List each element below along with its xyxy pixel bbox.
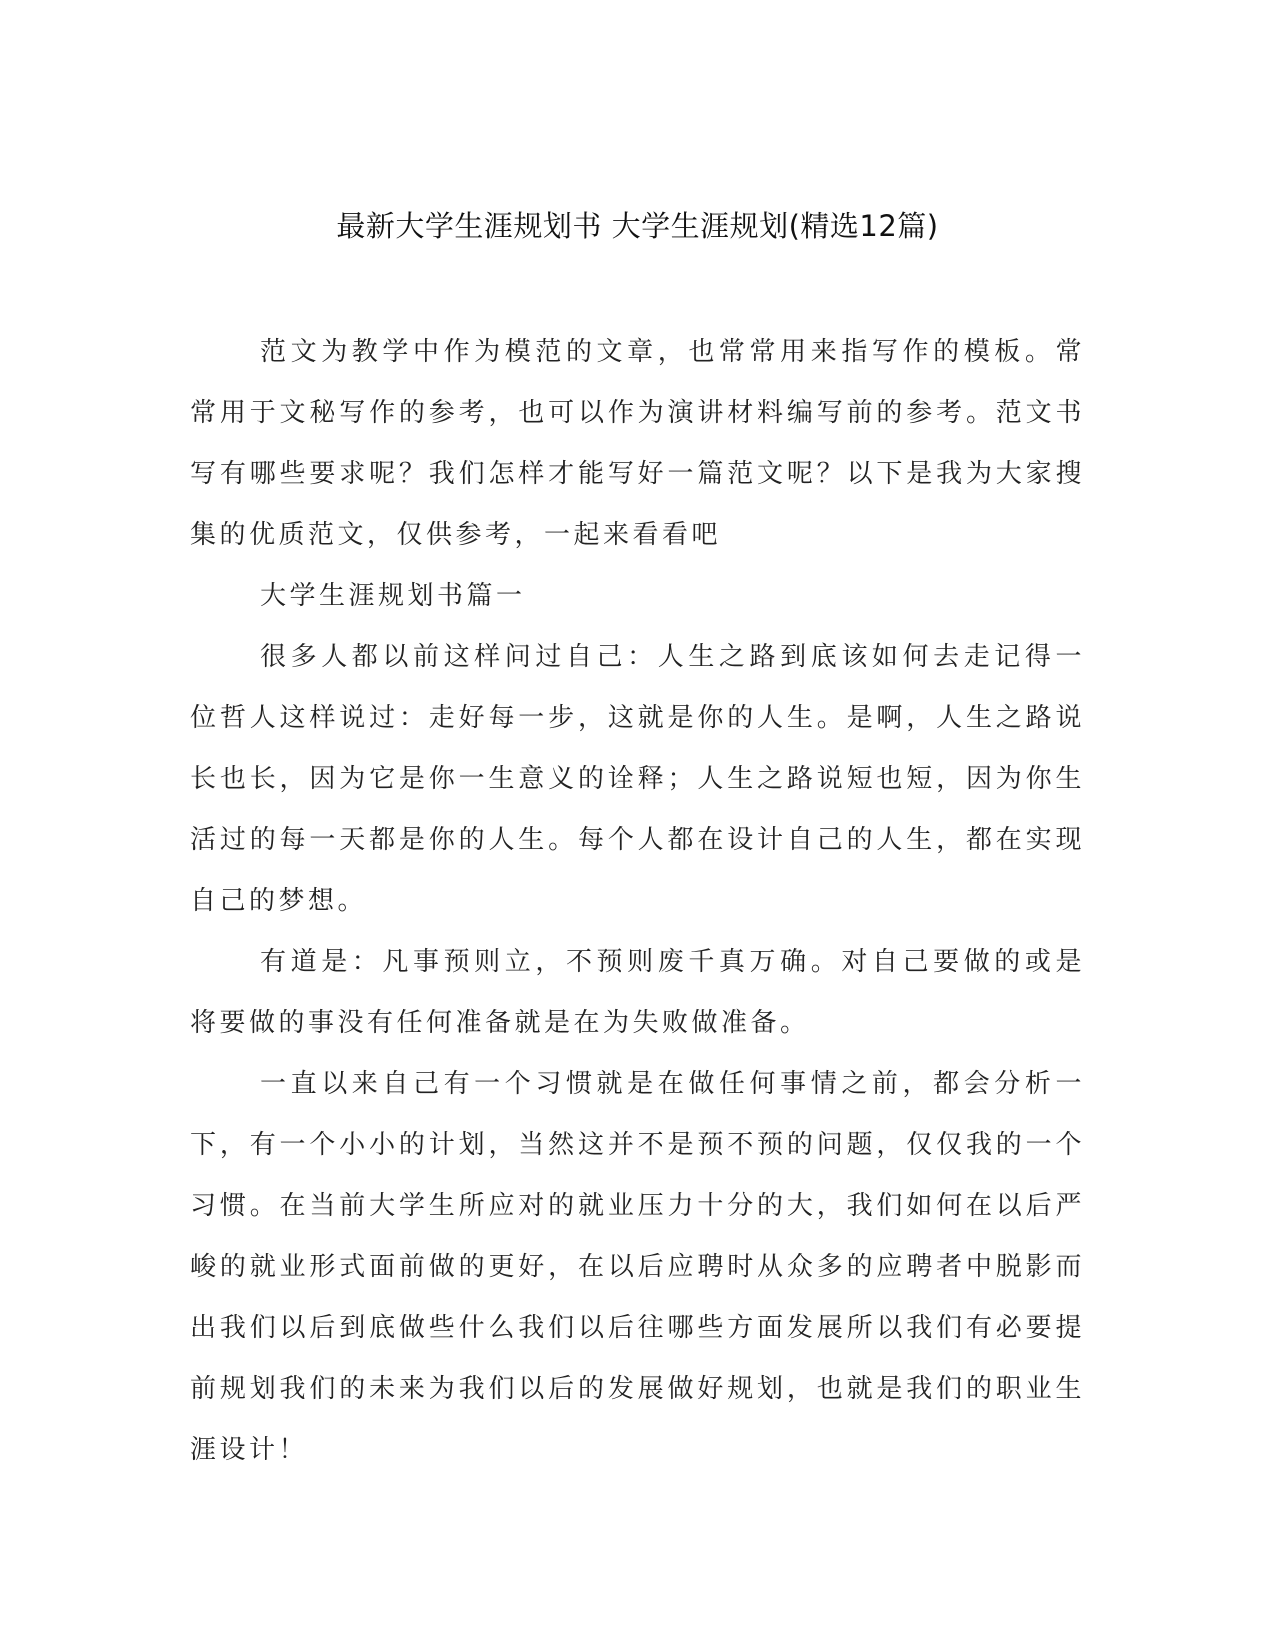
- section-heading: 大学生涯规划书篇一: [260, 581, 526, 611]
- document-body: [190, 322, 1085, 1481]
- intro-paragraph: 范文为教学中作为模范的文章，也常常用来指写作的模板。常常用于文秘写作的参考，也可以作为演讲材料编写前的参考。范文书写有哪些要求呢？我们怎样才能写好一篇范文呢？以下是我为大家搜集的优质范文，仅供参考，一起来看看吧: [190, 337, 1085, 550]
- body-paragraph: 有道是：凡事预则立，不预则废千真万确。对自己要做的或是将要做的事没有任何准备就是在为失败做准备。: [190, 947, 1085, 1038]
- document-title: 最新大学生涯规划书 大学生涯规划(精选12篇): [336, 209, 939, 243]
- body-paragraph: 很多人都以前这样问过自己：人生之路到底该如何去走记得一位哲人这样说过：走好每一步，这就是你的人生。是啊，人生之路说长也长，因为它是你一生意义的诠释；人生之路说短也短，因为你生活过的每一天都是你的人生。每个人都在设计自己的人生，都在实现自己的梦想。: [190, 642, 1085, 916]
- body-paragraph: 一直以来自己有一个习惯就是在做任何事情之前，都会分析一下，有一个小小的计划，当然这并不是预不预的问题，仅仅我的一个习惯。在当前大学生所应对的就业压力十分的大，我们如何在以后严峻的就业形式面前做的更好，在以后应聘时从众多的应聘者中脱影而出我们以后到底做些什么我们以后往哪些方面发展所以我们有必要提前规划我们的未来为我们以后的发展做好规划，也就是我们的职业生涯设计！: [190, 1069, 1085, 1465]
